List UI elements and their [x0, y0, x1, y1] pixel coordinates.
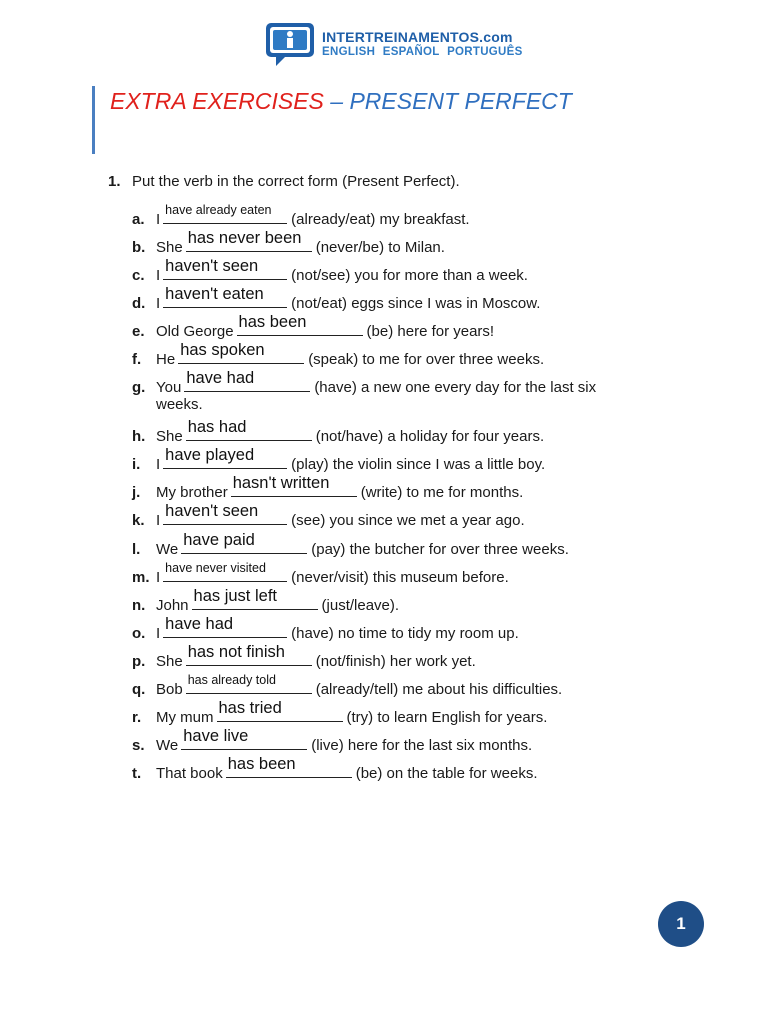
- handwritten-answer: has just left: [193, 587, 277, 605]
- item-letter: e.: [132, 323, 145, 340]
- item-verb-hint: (never/visit) this museum before.: [291, 569, 509, 586]
- item-prompt: I: [156, 625, 161, 642]
- item-prompt: I: [156, 456, 161, 473]
- item-letter: g.: [132, 379, 146, 396]
- page-number-badge: [658, 901, 704, 947]
- item-verb-hint: (not/see) you for more than a week.: [291, 267, 528, 284]
- item-prompt: Old George: [156, 323, 234, 340]
- item-prompt: She: [156, 428, 183, 445]
- handwritten-answer: have already eaten: [165, 203, 272, 217]
- item-prompt: We: [156, 541, 179, 558]
- item-prompt: You: [156, 379, 182, 396]
- handwritten-answer: haven't seen: [165, 257, 259, 275]
- answer-blank[interactable]: [163, 257, 287, 280]
- handwritten-answer: haven't eaten: [165, 285, 264, 303]
- answer-blank[interactable]: [184, 369, 310, 392]
- info-chat-icon: [262, 20, 318, 68]
- handwritten-answer: has not finish: [187, 643, 285, 661]
- item-prompt: We: [156, 737, 179, 754]
- item-letter: c.: [132, 267, 145, 284]
- item-verb-hint: (not/finish) her work yet.: [315, 653, 476, 670]
- handwritten-answer: has had: [187, 418, 247, 436]
- handwritten-answer: have had: [186, 369, 255, 387]
- exercise-item: [132, 341, 545, 368]
- exercise-item: [132, 418, 545, 445]
- exercise-item: [132, 673, 563, 698]
- answer-blank[interactable]: [186, 643, 312, 666]
- answer-blank[interactable]: [163, 561, 287, 582]
- item-verb-hint: (have) a new one every day for the last six: [314, 379, 597, 396]
- exercise-item: [132, 474, 524, 501]
- handwritten-answer: haven't seen: [165, 502, 259, 520]
- exercise-item: [132, 313, 495, 340]
- item-letter: o.: [132, 625, 146, 642]
- title-part1: EXTRA EXERCISES: [110, 88, 324, 114]
- handwritten-answer: has been: [238, 313, 307, 331]
- answer-blank[interactable]: [163, 285, 287, 308]
- item-letter: i.: [132, 456, 141, 473]
- answer-blank[interactable]: [163, 446, 287, 469]
- handwritten-answer: has already told: [187, 673, 276, 687]
- item-prompt: She: [156, 653, 183, 670]
- page-title: [110, 88, 572, 115]
- item-prompt: My mum: [156, 709, 214, 726]
- item-continuation: weeks.: [156, 396, 203, 413]
- answer-blank[interactable]: [186, 229, 312, 252]
- item-verb-hint: (already/tell) me about his difficulties.: [315, 681, 563, 698]
- answer-blank[interactable]: [181, 531, 307, 554]
- item-prompt: I: [156, 295, 161, 312]
- item-verb-hint: (play) the violin since I was a little boy.: [291, 456, 546, 473]
- item-letter: h.: [132, 428, 146, 445]
- exercise-item: [132, 755, 538, 782]
- lang-portugues: PORTUGUÊS: [447, 45, 523, 58]
- exercise-item: [132, 727, 533, 754]
- handwritten-answer: has been: [227, 755, 296, 773]
- item-letter: t.: [132, 765, 142, 782]
- item-letter: n.: [132, 597, 146, 614]
- handwritten-answer: have never visited: [165, 561, 266, 575]
- item-verb-hint: (speak) to me for over three weeks.: [308, 351, 545, 368]
- handwritten-answer: have played: [165, 446, 255, 464]
- exercise-number: 1.: [108, 173, 121, 190]
- handwritten-answer: hasn't written: [232, 474, 330, 492]
- item-prompt: He: [156, 351, 176, 368]
- exercise-item: [132, 446, 546, 473]
- brand-languages: [322, 46, 527, 60]
- item-verb-hint: (not/have) a holiday for four years.: [315, 428, 545, 445]
- item-verb-hint: (see) you since we met a year ago.: [291, 512, 525, 529]
- exercise-item: [132, 229, 445, 256]
- exercise-item: [132, 699, 548, 726]
- item-prompt: That book: [156, 765, 223, 782]
- answer-blank[interactable]: [163, 615, 287, 638]
- item-prompt: I: [156, 512, 161, 529]
- instruction-text: Put the verb in the correct form (Present Perfect).: [132, 173, 460, 190]
- answer-blank[interactable]: [231, 474, 357, 497]
- title-separator: –: [323, 88, 350, 114]
- item-verb-hint: (pay) the butcher for over three weeks.: [311, 541, 569, 558]
- exercise-instruction: [108, 173, 460, 190]
- handwritten-answer: have live: [183, 727, 249, 745]
- item-verb-hint: (be) here for years!: [366, 323, 495, 340]
- title-part2: PRESENT PERFECT: [349, 88, 572, 114]
- item-verb-hint: (be) on the table for weeks.: [355, 765, 538, 782]
- item-verb-hint: (have) no time to tidy my room up.: [291, 625, 519, 642]
- item-letter: j.: [132, 484, 141, 501]
- answer-blank[interactable]: [186, 673, 312, 694]
- item-letter: l.: [132, 541, 141, 558]
- item-prompt: I: [156, 267, 161, 284]
- exercise-item: [132, 615, 519, 642]
- item-verb-hint: (just/leave).: [321, 597, 400, 614]
- exercise-item: [132, 203, 470, 228]
- item-verb-hint: (write) to me for months.: [360, 484, 524, 501]
- exercise-item: [132, 587, 400, 614]
- handwritten-answer: has never been: [187, 229, 302, 247]
- item-letter: d.: [132, 295, 146, 312]
- item-verb-hint: (already/eat) my breakfast.: [291, 211, 470, 228]
- item-prompt: I: [156, 569, 161, 586]
- exercise-item: [132, 643, 476, 670]
- exercise-item: [132, 369, 597, 396]
- exercise-item: [132, 257, 528, 284]
- item-letter: m.: [132, 569, 150, 586]
- item-verb-hint: (live) here for the last six months.: [311, 737, 533, 754]
- exercise-item: [132, 285, 541, 312]
- lang-espanol: ESPAÑOL: [382, 45, 440, 58]
- answer-blank[interactable]: [192, 587, 318, 610]
- item-verb-hint: (not/eat) eggs since I was in Moscow.: [291, 295, 541, 312]
- item-letter: s.: [132, 737, 145, 754]
- item-verb-hint: (try) to learn English for years.: [346, 709, 548, 726]
- item-letter: k.: [132, 512, 145, 529]
- answer-blank[interactable]: [163, 203, 287, 224]
- item-prompt: John: [156, 597, 189, 614]
- item-letter: r.: [132, 709, 142, 726]
- item-prompt: Bob: [156, 681, 183, 698]
- answer-blank[interactable]: [163, 502, 287, 525]
- item-letter: p.: [132, 653, 146, 670]
- exercise-item: [132, 531, 569, 558]
- answer-blank[interactable]: [186, 418, 312, 441]
- title-accent-bar: [92, 86, 95, 154]
- item-prompt: She: [156, 239, 183, 256]
- handwritten-answer: have had: [165, 615, 234, 633]
- item-letter: f.: [132, 351, 142, 368]
- answer-blank[interactable]: [217, 699, 343, 722]
- handwritten-answer: has spoken: [180, 341, 265, 359]
- item-prompt: I: [156, 211, 161, 228]
- lang-english: ENGLISH: [322, 45, 376, 58]
- item-letter: q.: [132, 681, 146, 698]
- answer-blank[interactable]: [178, 341, 304, 364]
- handwritten-answer: has tried: [218, 699, 282, 717]
- handwritten-answer: have paid: [183, 531, 255, 549]
- item-letter: a.: [132, 211, 145, 228]
- exercise-item: [132, 561, 509, 586]
- answer-blank[interactable]: [226, 755, 352, 778]
- exercise-item: [132, 502, 525, 529]
- item-prompt: My brother: [156, 484, 228, 501]
- answer-blank[interactable]: [181, 727, 307, 750]
- brand-logo: [262, 20, 527, 68]
- answer-blank[interactable]: [237, 313, 363, 336]
- brand-name: INTERTREINAMENTOS.com: [322, 28, 513, 45]
- item-letter: b.: [132, 239, 146, 256]
- item-verb-hint: (never/be) to Milan.: [315, 239, 445, 256]
- page-number: 1: [676, 914, 686, 933]
